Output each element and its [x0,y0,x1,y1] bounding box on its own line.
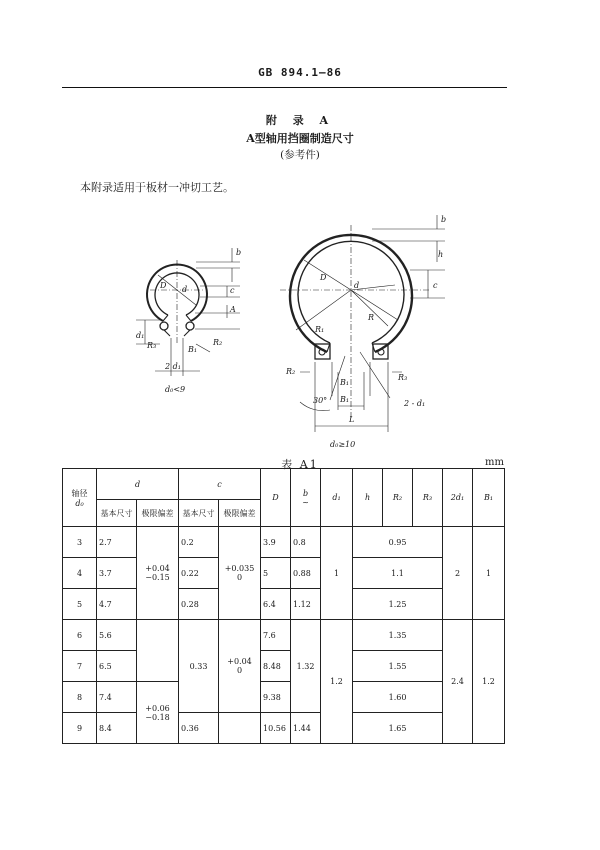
header-R2: R₂ [383,469,413,527]
table-row [63,527,505,558]
cell-D: 8.48 [261,651,291,682]
cell-c: 0.36 [179,713,219,744]
c-limit-a-upper: +0.035 [224,564,255,573]
cell-d0: 9 [63,713,97,744]
small-label-2d1: 2 d₁ [165,362,181,371]
small-label-d1: d₁ [136,331,145,340]
header-c-limit: 极限偏差 [219,500,261,527]
cell-d0: 8 [63,682,97,713]
cell-d: 4.7 [97,589,137,620]
small-label-B1: B₁ [188,345,198,354]
header-d-limit: 极限偏差 [137,500,179,527]
cell-h-r3: 1.1 [353,558,443,589]
small-label-A: A [230,305,236,314]
table-row [63,620,505,651]
cell-D: 7.6 [261,620,291,651]
cell-d0: 7 [63,651,97,682]
cell-c: 0.22 [179,558,219,589]
cell-d0: 3 [63,527,97,558]
cell-2d1-b: 2.4 [443,620,473,744]
table-row [63,651,505,682]
cell-B1-a: 1 [473,527,505,620]
cell-h-r3: 1.60 [353,682,443,713]
header-D: D [261,469,291,527]
c-limit-a-lower: 0 [236,573,243,582]
header-shaft [63,469,97,527]
large-label-b: b [441,215,447,224]
large-label-R: R [368,313,375,322]
cell-h-r3: 1.35 [353,620,443,651]
cell-d1-a: 1 [321,527,353,620]
cell-d0: 4 [63,558,97,589]
cell-d-limit-b [137,682,179,744]
cell-d: 5.6 [97,620,137,651]
large-label-R3: R₃ [398,373,408,382]
cell-h-r3: 1.55 [353,651,443,682]
dimension-table [62,468,505,744]
cell-D: 9.38 [261,682,291,713]
small-label-R3: R₃ [147,341,157,350]
small-label-c: c [230,286,235,295]
cell-c-limit-empty [219,713,261,744]
header-d-basic: 基本尺寸 [97,500,137,527]
cell-2d1-a: 2 [443,527,473,620]
d-limit-a-upper: +0.04 [145,564,170,573]
standard-number: GB 894.1—86 [258,66,342,79]
large-label-c: c [433,281,438,290]
cell-d-limit-a [137,527,179,620]
cell-c-limit-b [219,620,261,713]
cell-b: 1.12 [291,589,321,620]
header-B1: B₁ [473,469,505,527]
table-caption: 表 A1 [281,458,319,471]
cell-h-r3: 1.65 [353,713,443,744]
header-shaft-symbol: d₀ [75,498,84,508]
cell-D: 6.4 [261,589,291,620]
large-caption: d₀≥10 [330,440,356,449]
cell-c: 0.28 [179,589,219,620]
header-d: d [97,469,179,500]
cell-d: 8.4 [97,713,137,744]
large-label-d: d [354,281,360,290]
cell-h-r3: 0.95 [353,527,443,558]
cell-d: 3.7 [97,558,137,589]
cell-b: 0.8 [291,527,321,558]
table-row [63,558,505,589]
large-label-R2: R₂ [286,367,296,376]
table-unit: mm [485,457,504,468]
header-c: c [179,469,261,500]
table-row [63,713,505,744]
cell-d: 7.4 [97,682,137,713]
cell-d-limit-gap [137,620,179,682]
intro-text: 本附录适用于板材一冲切工艺。 [80,181,234,194]
cell-b-merged: 1.32 [291,620,321,713]
header-2d1: 2d₁ [443,469,473,527]
cell-c-merged: 0.33 [179,620,219,713]
small-label-D: D [160,281,167,290]
large-label-B1: B₁ [340,378,350,387]
cell-c: 0.2 [179,527,219,558]
small-caption: d₀<9 [165,385,186,394]
d-limit-b-upper: +0.06 [145,703,170,713]
cell-b: 1.44 [291,713,321,744]
cell-B1-b: 1.2 [473,620,505,744]
header-b [291,469,321,527]
d-limit-b-lower: −0.18 [145,712,170,722]
cell-D: 10.56 [261,713,291,744]
c-limit-b-lower: 0 [236,666,243,675]
header-R3: R₃ [413,469,443,527]
d-limit-a-lower: −0.15 [145,573,170,582]
header-b-approx: ~ [302,497,309,507]
large-label-angle: 30° [313,396,328,405]
header-b-label: b [302,488,309,498]
small-label-b: b [236,248,242,257]
large-label-D: D [320,273,327,282]
header-shaft-label: 轴径 [71,488,88,498]
cell-d: 2.7 [97,527,137,558]
large-label-2d1: 2 - d₁ [404,399,426,408]
cell-d: 6.5 [97,651,137,682]
header-d1: d₁ [321,469,353,527]
small-label-R2: R₂ [213,338,223,347]
cell-d1-b: 1.2 [321,620,353,744]
appendix-subtitle: A型轴用挡圈制造尺寸 [246,132,354,145]
cell-d0: 5 [63,589,97,620]
header-c-basic: 基本尺寸 [179,500,219,527]
large-label-L: L [349,415,355,424]
small-label-d: d [182,285,188,294]
cell-c-limit-a [219,527,261,620]
c-limit-b-upper: +0.04 [227,657,252,666]
cell-h-r3: 1.25 [353,589,443,620]
large-label-R1: R₁ [315,325,325,334]
table-row [63,682,505,713]
table-row [63,589,505,620]
large-label-B1b: B₁ [340,395,350,404]
appendix-note: (参考件) [280,149,320,161]
header-h: h [353,469,383,527]
cell-d0: 6 [63,620,97,651]
cell-b: 0.88 [291,558,321,589]
appendix-title: 附 录 A [265,114,335,127]
cell-D: 3.9 [261,527,291,558]
cell-D: 5 [261,558,291,589]
large-label-h: h [438,250,444,259]
